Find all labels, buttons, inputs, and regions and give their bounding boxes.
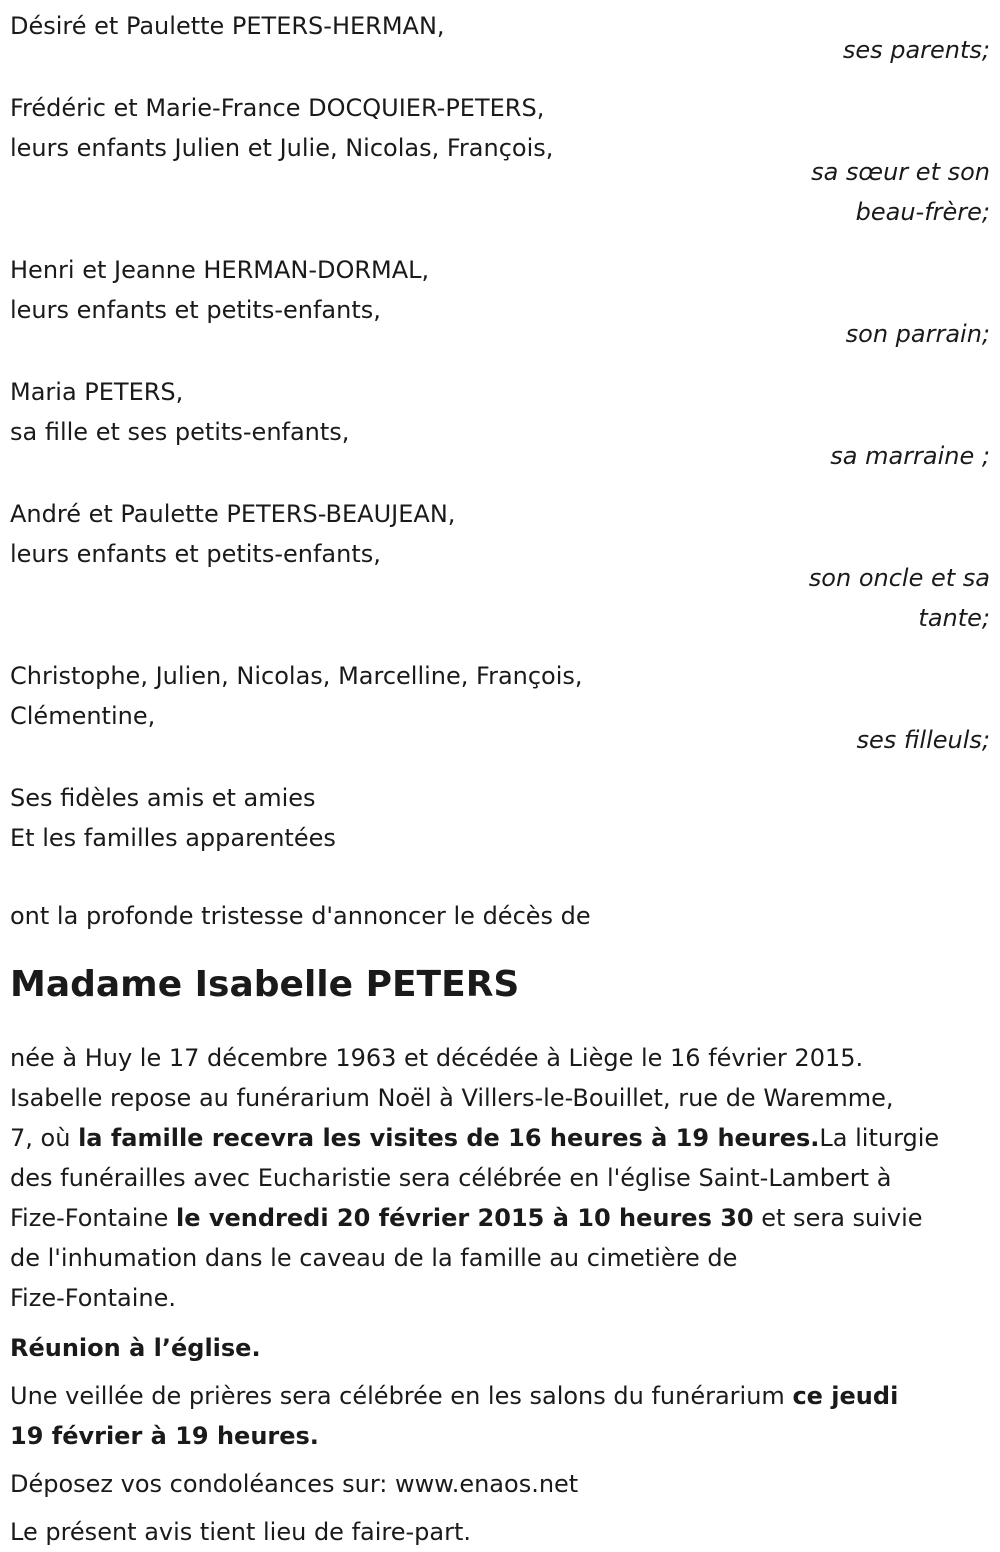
family-line: Maria PETERS, (10, 378, 184, 406)
family-role: ses filleuls; (856, 726, 990, 754)
family-role: sa sœur et son beau-frère; (811, 158, 990, 226)
family-line: leurs enfants et petits-enfants, (10, 296, 381, 324)
family-line: sa fille et ses petits-enfants, (10, 418, 350, 446)
family-block (10, 88, 990, 232)
family-line: Désiré et Paulette PETERS-HERMAN, (10, 12, 445, 40)
family-role: sa marraine ; (830, 442, 990, 470)
family-block (10, 6, 990, 70)
friends-line: Ses fidèles amis et amies (10, 784, 316, 812)
family-line: Henri et Jeanne HERMAN-DORMAL, (10, 256, 430, 284)
family-line: leurs enfants Julien et Julie, Nicolas, François, (10, 134, 554, 162)
funeral-date-highlight: le vendredi 20 février 2015 à 10 heures 30 (175, 1204, 754, 1232)
funeral-details: Isabelle repose au funérarium Noël à Villers-le-Bouillet, rue de Waremme, 7, où la famille recevra les visites de 16 heures à 19 heures.La liturgie des funérailles avec Eucharistie sera célébrée en l'église Saint-Lambert à Fize-Fontaine le vendredi 20 février 2015 à 10 heures 30 et sera suivie de l'inhumation dans le caveau de la famille au cimetière de Fize-Fontaine. (10, 1084, 940, 1312)
condolences-text: Déposez vos condoléances sur: www.enaos.net (10, 1470, 579, 1498)
deceased-name: Madame Isabelle PETERS (10, 964, 520, 1005)
family-block (10, 372, 990, 476)
family-role: son oncle et sa tante; (808, 564, 990, 632)
family-line: Frédéric et Marie-France DOCQUIER-PETERS, (10, 94, 545, 122)
family-line: Christophe, Julien, Nicolas, Marcelline, François, (10, 662, 583, 690)
family-block (10, 494, 990, 638)
family-line: leurs enfants et petits-enfants, (10, 540, 381, 568)
friends-block (10, 778, 990, 858)
family-block (10, 250, 990, 354)
family-role: ses parents; (842, 36, 990, 64)
meeting-text: Réunion à l’église. (10, 1334, 261, 1362)
notice-text: Le présent avis tient lieu de faire-part. (10, 1518, 472, 1546)
birth-death-text: née à Huy le 17 décembre 1963 et décédée à Liège le 16 février 2015. (10, 1044, 864, 1072)
family-line: André et Paulette PETERS-BEAUJEAN, (10, 500, 456, 528)
family-role: son parrain; (845, 320, 990, 348)
vigil-text: Une veillée de prières sera célébrée en les salons du funérarium ce jeudi 19 février à 19 heures. (10, 1382, 899, 1450)
visits-highlight: la famille recevra les visites de 16 heures à 19 heures. (78, 1124, 820, 1152)
family-line: Clémentine, (10, 702, 156, 730)
family-block (10, 656, 990, 760)
announcement-text: ont la profonde tristesse d'annoncer le décès de (10, 902, 591, 930)
friends-line: Et les familles apparentées (10, 824, 336, 852)
